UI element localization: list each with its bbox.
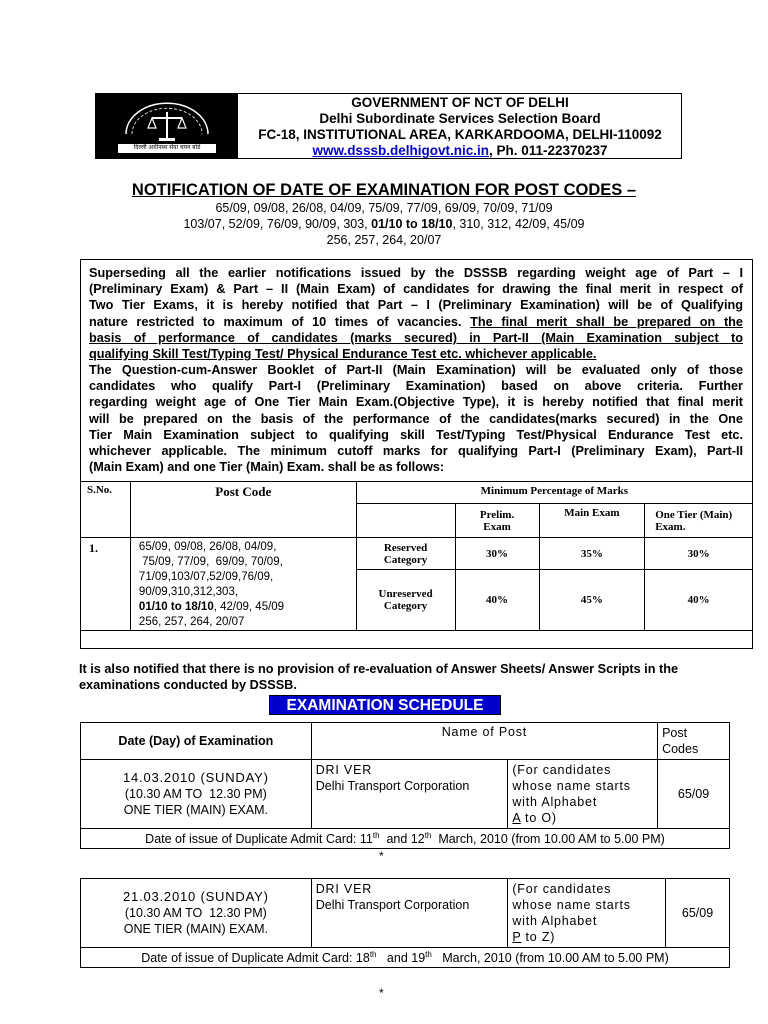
- dup-text: and 12: [379, 832, 425, 847]
- reserved-prelim: 30%: [455, 538, 539, 570]
- notice-line: candidates who qualify Part-I (Preliminary Examination) based on above criteria. Further: [89, 379, 743, 394]
- unreserved-category-label: Unreserved Category: [356, 570, 455, 631]
- separator-star: *: [379, 986, 384, 1000]
- post-code: 65/09: [666, 879, 730, 948]
- separator-star: *: [379, 849, 384, 863]
- notice-paragraph-1: [89, 265, 743, 362]
- notification-title: NOTIFICATION OF DATE OF EXAMINATION FOR POST CODES –: [131, 181, 637, 199]
- row-sno: 1.: [81, 538, 131, 631]
- dup-text: and 19: [376, 951, 426, 966]
- row-codes-line: 256, 257, 264, 20/07: [138, 616, 245, 628]
- notice-line: (Main Exam) and one Tier (Main) Exam. shall be as follows:: [89, 460, 445, 475]
- post-codes-part: , 310, 312, 42/09, 45/09: [452, 217, 585, 231]
- post-name-cell: [311, 760, 508, 829]
- candidate-note-line: (For candidates: [512, 763, 612, 777]
- candidate-note-line: with Alphabet: [512, 795, 598, 809]
- header-post-codes: Post Codes: [658, 723, 730, 760]
- header-date: Date (Day) of Examination: [81, 723, 312, 760]
- dsssb-logo: [96, 94, 238, 158]
- candidate-note-line: with Alphabet: [512, 914, 598, 928]
- exam-date-cell: [81, 760, 312, 829]
- organization: Delhi Transport Corporation: [315, 779, 470, 793]
- post-code: 65/09: [658, 760, 730, 829]
- post-codes-line-1: 65/09, 09/08, 26/08, 04/09, 75/09, 77/09, 69/09, 70/09, 71/09: [215, 201, 553, 215]
- notice-line: Superseding all the earlier notifications issued by the DSSSB regarding weight age of Part – I: [89, 266, 743, 280]
- col-header-sno: S.No.: [81, 482, 131, 538]
- duplicate-admit-card-date: [81, 948, 730, 968]
- header-line-contact: [238, 142, 682, 159]
- dup-text: March, 2010 (from 10.00 AM to 5.00 PM): [431, 951, 669, 966]
- candidate-note-line: whose name starts: [512, 779, 631, 793]
- exam-date-cell: [81, 879, 312, 948]
- unreserved-one-tier: 40%: [645, 570, 753, 631]
- alphabet-range: to Z): [521, 930, 556, 944]
- row-codes-text: , 42/09, 45/09: [213, 601, 285, 613]
- row-codes-line: 71/09,103/07,52/09,76/09,: [138, 571, 274, 583]
- dup-text: Date of issue of Duplicate Admit Card: 18: [141, 951, 370, 966]
- exam-type: ONE TIER (MAIN) EXAM.: [123, 803, 268, 817]
- post-codes-line-3: 256, 257, 264, 20/07: [326, 233, 442, 247]
- post-codes-part: 103/07, 52/09, 76/09, 90/09, 303,: [183, 217, 372, 231]
- notice-underlined-text: The final merit shall be prepared on the: [470, 314, 743, 329]
- col-header-main: Main Exam: [539, 504, 645, 538]
- examination-schedule-title: EXAMINATION SCHEDULE: [269, 695, 501, 715]
- col-header-post-code: Post Code: [130, 482, 356, 538]
- minimum-marks-table: [80, 481, 753, 631]
- candidate-note-cell: [508, 760, 658, 829]
- notice-paragraph-2: [89, 362, 743, 475]
- notice-line: (Preliminary Exam) & Part – II (Main Exam) of candidates for drawing the final merit in respect of: [89, 282, 743, 297]
- candidate-note-line: [512, 810, 653, 826]
- notice-line: whichever applicable. The minimum cutoff marks for qualifying Part-I (Preliminary Exam), Part-II: [89, 444, 743, 459]
- dup-ordinal: th: [424, 830, 432, 840]
- alphabet-range: to O): [520, 811, 557, 825]
- post-codes-line-2: [0, 216, 768, 232]
- row-codes-line: 75/09, 77/09, 69/09, 70/09,: [138, 556, 283, 568]
- post-name: DRI VER: [315, 882, 373, 896]
- row-codes-line: 65/09, 09/08, 26/08, 04/09,: [138, 541, 277, 553]
- row-codes-line: [139, 600, 356, 615]
- notice-underlined-line: qualifying Skill Test/Typing Test/ Physical Endurance Test etc. whichever applicable.: [89, 347, 597, 362]
- dup-ordinal: th: [372, 830, 380, 840]
- col-header-prelim: Prelim. Exam: [455, 504, 539, 538]
- row-codes-range: 01/10 to 18/10: [138, 601, 214, 613]
- header-post-name: Name of Post: [311, 723, 657, 760]
- post-name: DRI VER: [315, 763, 373, 777]
- notice-line: Tier Main Examination subject to qualifying skill Test/Typing Test/Physical Endurance Test etc.: [89, 427, 743, 442]
- row-codes-line: 90/09,310,312,303,: [138, 586, 239, 598]
- candidate-note-line: (For candidates: [512, 882, 612, 896]
- header-line-government: GOVERNMENT OF NCT OF DELHI: [351, 95, 569, 110]
- post-codes-range: 01/10 to 18/10: [371, 217, 453, 231]
- exam-time: (10.30 AM TO 12.30 PM): [124, 906, 267, 920]
- exam-date: 21.03.2010 (SUNDAY): [122, 889, 269, 904]
- col-header-min-percentage: Minimum Percentage of Marks: [356, 482, 752, 504]
- unreserved-prelim: 40%: [455, 570, 539, 631]
- notice-line: regarding weight age of One Tier Main Exam.(Objective Type), it is hereby notified that final merit: [89, 395, 743, 410]
- exam-time: (10.30 AM TO 12.30 PM): [124, 787, 267, 801]
- post-name-cell: [311, 879, 508, 948]
- col-header-blank: [356, 504, 455, 538]
- organization: Delhi Transport Corporation: [315, 898, 470, 912]
- candidate-note-cell: [508, 879, 666, 948]
- notice-line: The Question-cum-Answer Booklet of Part-II (Main Examination) will be evaluated only of those: [89, 363, 743, 377]
- exam-date: 14.03.2010 (SUNDAY): [122, 770, 269, 785]
- schedule-table-2: [80, 878, 730, 968]
- candidate-note-line: whose name starts: [512, 898, 631, 912]
- website-link[interactable]: www.dsssb.delhigovt.nic.in: [312, 143, 489, 158]
- alphabet-start: A: [512, 811, 521, 825]
- schedule-table-1: [80, 722, 730, 849]
- col-header-one-tier: One Tier (Main) Exam.: [645, 504, 753, 538]
- exam-type: ONE TIER (MAIN) EXAM.: [123, 922, 268, 936]
- dup-ordinal: th: [369, 949, 377, 959]
- no-reevaluation-notice: It is also notified that there is no provision of re-evaluation of Answer Sheets/ Answer Scripts in the examinations conducted by DSSSB.: [79, 662, 679, 692]
- dup-ordinal: th: [425, 949, 432, 959]
- reserved-category-label: Reserved Category: [356, 538, 455, 570]
- reserved-one-tier: 30%: [645, 538, 753, 570]
- logo-caption: दिल्ली अधीनस्थ सेवा चयन बोर्ड: [133, 145, 201, 151]
- reserved-main: 35%: [539, 538, 645, 570]
- row-post-codes: [130, 538, 356, 631]
- phone-number: , Ph. 011-22370237: [488, 143, 608, 158]
- notice-line: Two Tier Exams, it is hereby notified that Part – I (Preliminary Examination) will be of Qualifying: [89, 298, 743, 313]
- notice-text: nature restricted to maximum of 10 times of vacancies.: [89, 314, 471, 329]
- alphabet-start: P: [512, 930, 522, 944]
- notice-line: will be prepared on the basis of the performance of the candidates(marks secured) in the One: [89, 411, 743, 426]
- candidate-note-line: [512, 929, 661, 945]
- dup-text: Date of issue of Duplicate Admit Card: 11: [145, 832, 373, 847]
- duplicate-admit-card-date: [81, 829, 730, 849]
- header-line-address: FC-18, INSTITUTIONAL AREA, KARKARDOOMA, DELHI-110092: [258, 127, 662, 142]
- unreserved-main: 45%: [539, 570, 645, 631]
- dup-text: March, 2010 (from 10.00 AM to 5.00 PM): [431, 832, 665, 847]
- notice-line: [89, 314, 743, 330]
- notice-underlined-line: basis of performance of candidates (marks secured) in Part-II (Main Examination subject to: [89, 330, 743, 345]
- header-line-board: Delhi Subordinate Services Selection Board: [319, 111, 601, 126]
